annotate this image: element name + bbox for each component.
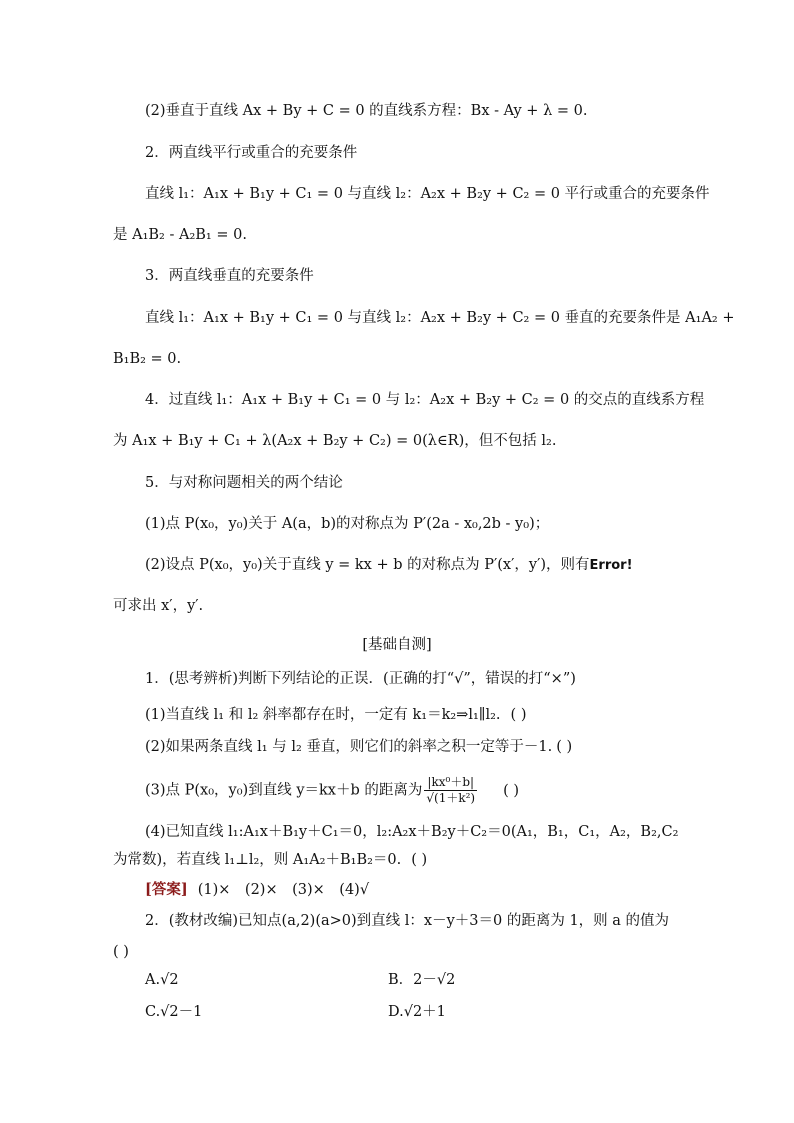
- answer-blank: ( ): [503, 782, 520, 799]
- option-d: D.√2＋1: [388, 1004, 446, 1020]
- option-a: A.√2: [145, 972, 179, 988]
- question-2-stem: 2．(教材改编)已知点(a,2)(a>0)到直线 l：x－y＋3＝0 的距离为 1，则 a 的值为: [145, 913, 670, 929]
- option-b: B．2－√2: [388, 972, 456, 988]
- text-line-12: [145, 555, 633, 576]
- section-heading-2: 2．两直线平行或重合的充要条件: [145, 145, 358, 161]
- question-1-item-1: (1)当直线 l₁ 和 l₂ 斜率都存在时，一定有 k₁＝k₂⇒l₁∥l₂. ( ): [145, 705, 557, 725]
- error-field: Error!: [589, 558, 633, 573]
- text-line-7: B₁B₂ = 0.: [113, 351, 182, 367]
- text-line-6: 直线 l₁：A₁x + B₁y + C₁ = 0 与直线 l₂：A₂x + B₂y + C₂ = 0 垂直的充要条件是 A₁A₂ +: [145, 310, 735, 326]
- text-line-9: 为 A₁x + B₁y + C₁ + λ(A₂x + B₂y + C₂) = 0(λ∈R)，但不包括 l₂.: [113, 433, 557, 449]
- text-line-3: 直线 l₁：A₁x + B₁y + C₁ = 0 与直线 l₂：A₂x + B₂y + C₂ = 0 平行或重合的充要条件: [145, 186, 710, 202]
- text-line-11: (1)点 P(x₀，y₀)关于 A(a，b)的对称点为 P′(2a - x₀,2b - y₀)；: [145, 516, 550, 532]
- section-heading-4: 4．过直线 l₁：A₁x + B₁y + C₁ = 0 与 l₂：A₂x + B₂y + C₂ = 0 的交点的直线系方程: [145, 392, 705, 408]
- answer-blank: ( ): [510, 707, 527, 723]
- question-1-stem: 1．(思考辨析)判断下列结论的正误．(正确的打“√”，错误的打“×”): [145, 671, 576, 687]
- answer-blank: ( ): [556, 739, 573, 755]
- section-heading-3: 3．两直线垂直的充要条件: [145, 268, 314, 284]
- answer-row: [145, 880, 369, 900]
- text-line-1: (2)垂直于直线 Ax + By + C = 0 的直线系方程：Bx - Ay + λ = 0.: [145, 103, 588, 119]
- answer-values: (1)× (2)× (3)× (4)√: [197, 882, 370, 898]
- question-1-item-2: (2)如果两条直线 l₁ 与 l₂ 垂直，则它们的斜率之积一定等于－1. ( ): [145, 737, 602, 757]
- question-2-answer-blank: ( ): [113, 944, 129, 960]
- question-1-item-4: (4)已知直线 l₁:A₁x＋B₁y＋C₁＝0，l₂:A₂x＋B₂y＋C₂＝0(A₁，B₁，C₁，A₂，B₂,C₂: [145, 824, 679, 840]
- question-1-item-4-cont: 为常数)，若直线 l₁⊥l₂，则 A₁A₂＋B₁B₂＝0. ( ): [113, 850, 457, 870]
- answer-blank: ( ): [411, 852, 428, 868]
- question-1-item-3: (3)点 P(x₀，y₀)到直线 y＝kx＋b 的距离为 $\frac{\text{|kx⁰＋b|}}{\text{√(1＋k²)}}$ ( ): [145, 775, 549, 806]
- section-heading-5: 5．与对称问题相关的两个结论: [145, 475, 343, 491]
- distance-fraction: $\frac{\text{|kx⁰＋b|}}{\text{√(1＋k²)}}$: [426, 775, 476, 805]
- answer-tag: [答案]: [145, 881, 188, 898]
- text-line-13: 可求出 x′，y′.: [113, 598, 204, 614]
- text-line-12-body: (2)设点 P(x₀，y₀)关于直线 y = kx + b 的对称点为 P′(x′，y′)，则有: [145, 557, 590, 573]
- text-line-4: 是 A₁B₂ - A₂B₁ = 0.: [113, 227, 247, 243]
- option-c: C.√2－1: [145, 1004, 203, 1020]
- section-title-basic-self-test: [基础自测]: [362, 637, 432, 653]
